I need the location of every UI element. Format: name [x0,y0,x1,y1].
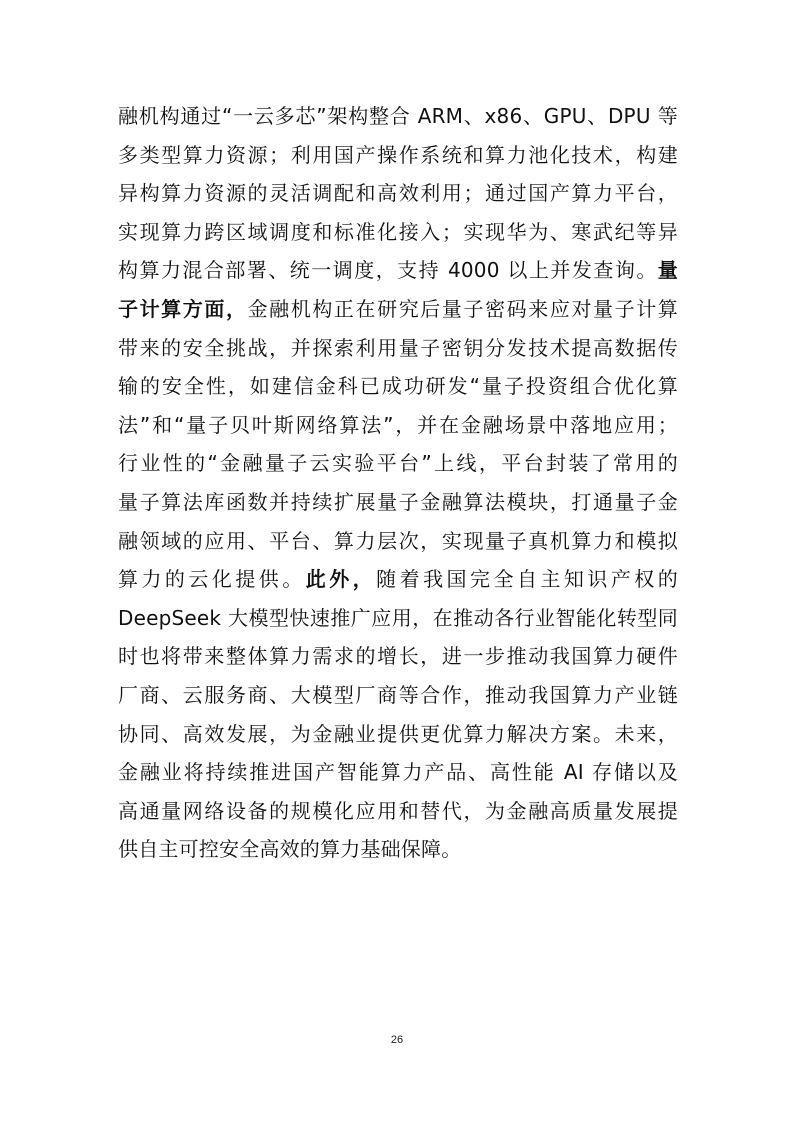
text-line: 量子算法库函数并持续扩展量子金融算法模块，打通量子金 [118,489,678,514]
text-line [118,251,678,290]
text-line: 多类型算力资源；利用国产操作系统和算力池化技术，构建 [118,142,678,167]
text-line [118,560,678,599]
bold-heading: 子计算方面， [118,296,248,321]
text-line: 协同、高效发展，为金融业提供更优算力解决方案。未来， [118,721,678,746]
text-line: 输的安全性，如建信金科已成功研发“量子投资组合优化算 [118,374,678,399]
text-segment: 金融机构正在研究后量子密码来应对量子计算 [247,296,679,321]
text-line: 法”和“量子贝叶斯网络算法”，并在金融场景中落地应用； [118,412,678,437]
text-line: 融领域的应用、平台、算力层次，实现量子真机算力和模拟 [118,528,678,553]
text-line: 带来的安全挑战，并探索利用量子密钥分发技术提高数据传 [118,335,678,360]
text-line: 供自主可控安全高效的算力基础保障。 [118,837,462,862]
text-line: 实现算力跨区域调度和标准化接入；实现华为、寒武纪等异 [118,219,678,244]
text-segment: 构算力混合部署、统一调度，支持 4000 以上并发查询。 [118,258,658,283]
text-segment: 算力的云化提供。 [118,567,306,592]
text-line: 行业性的“金融量子云实验平台”上线，平台封装了常用的 [118,451,678,476]
text-line: 融机构通过“一云多芯”架构整合 ARM、x86、GPU、DPU 等 [118,104,678,128]
text-segment: 随着我国完全自主知识产权的 [376,567,678,592]
bold-heading: 此外， [305,567,377,592]
text-line: 异构算力资源的灵活调配和高效利用；通过国产算力平台， [118,181,678,206]
text-line: DeepSeek 大模型快速推广应用，在推动各行业智能化转型同 [118,605,678,630]
text-line: 厂商、云服务商、大模型厂商等合作，推动我国算力产业链 [118,682,678,707]
text-line: 高通量网络设备的规模化应用和替代，为金融高质量发展提 [118,798,678,823]
text-line: 时也将带来整体算力需求的增长，进一步推动我国算力硬件 [118,644,678,669]
text-line [118,290,678,329]
body-text [118,97,678,869]
bold-heading: 量 [657,258,678,283]
page-number: 26 [390,1034,404,1046]
text-line: 金融业将持续推进国产智能算力产品、高性能 AI 存储以及 [118,760,678,785]
